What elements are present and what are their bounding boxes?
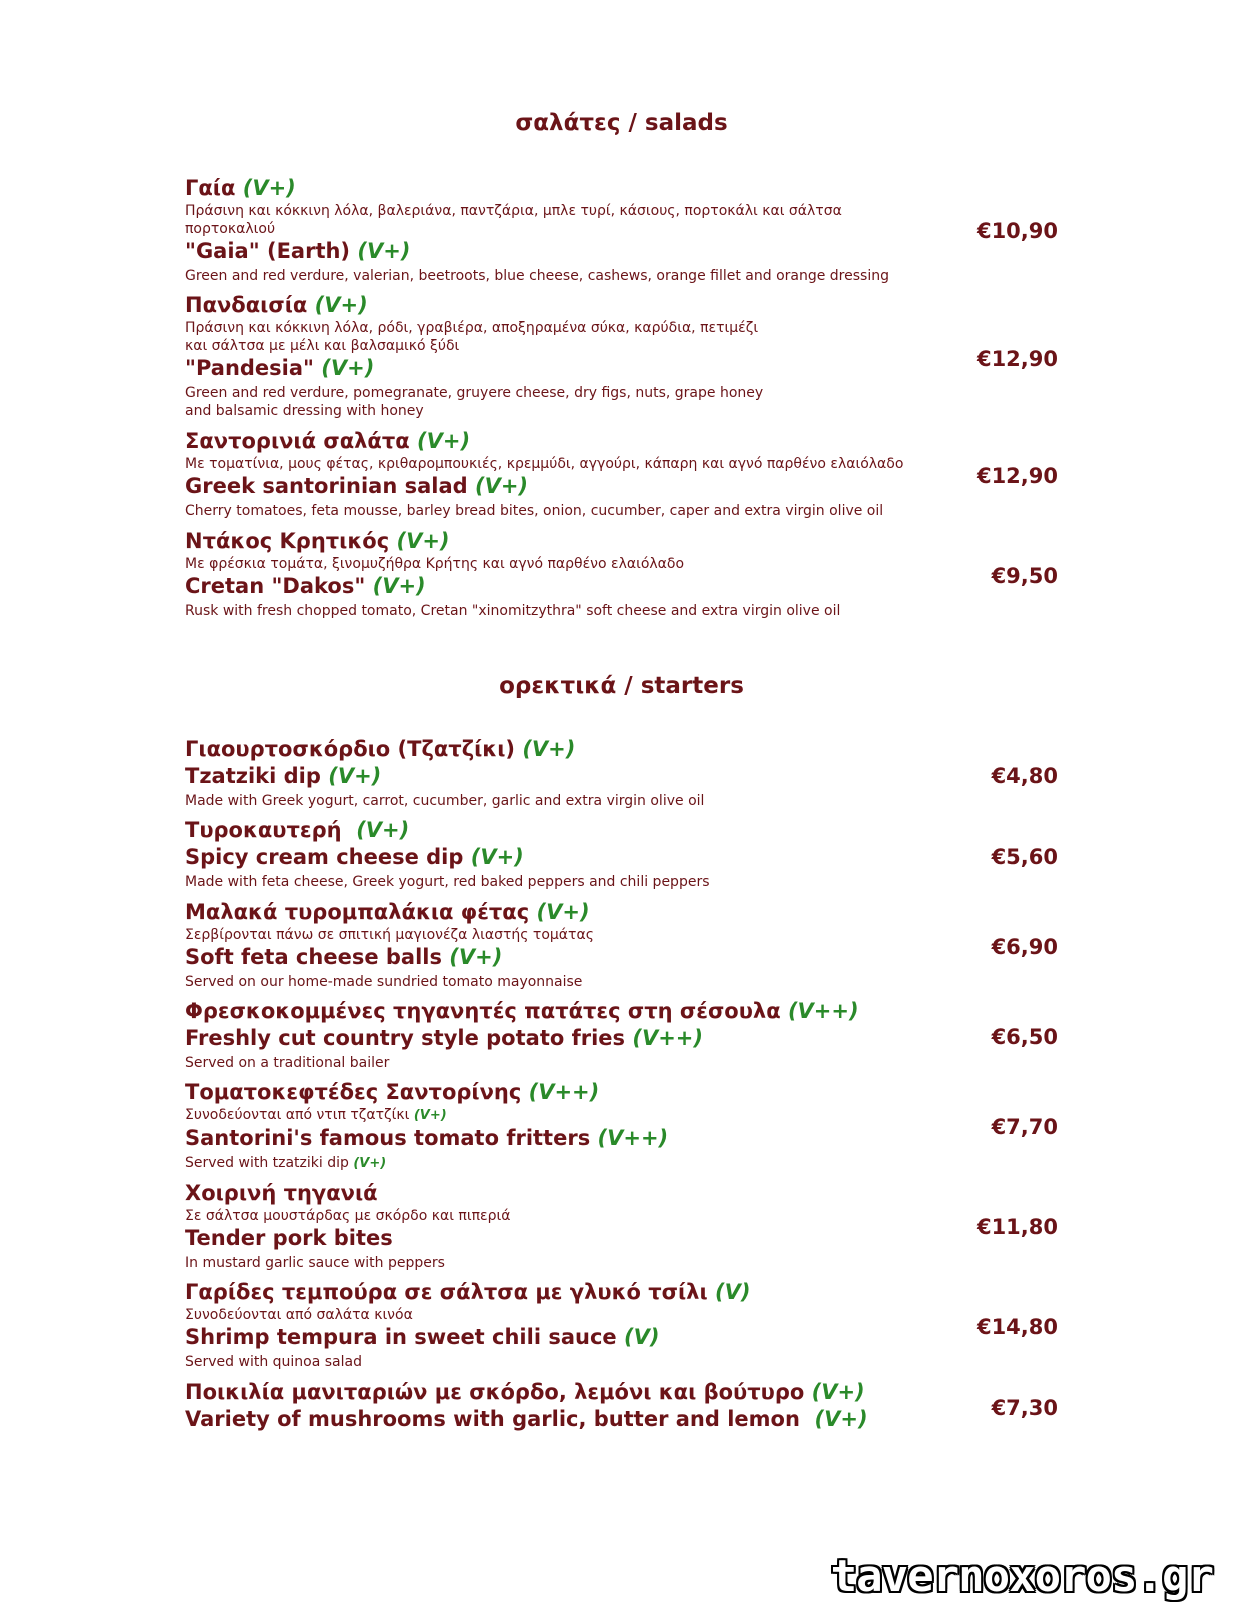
item-english-description: Cherry tomatoes, feta mousse, barley bread bites, onion, cucumber, caper and extra virgin olive oil — [185, 503, 884, 519]
vegetarian-tag: (V++) — [787, 999, 859, 1023]
item-english-name: Soft feta cheese balls (V+) — [185, 945, 503, 969]
item-greek-name: Γαία (V+) — [185, 176, 296, 200]
item-english-description: Made with feta cheese, Greek yogurt, red baked peppers and chili peppers — [185, 874, 710, 890]
item-price: €6,90 — [991, 935, 1058, 959]
item-greek-name: Ποικιλία μανιταριών με σκόρδο, λεμόνι και βούτυρο (V+) — [185, 1380, 865, 1404]
item-price: €12,90 — [976, 464, 1058, 488]
item-english-name: Spicy cream cheese dip (V+) — [185, 845, 524, 869]
vegetarian-tag: (V+) — [413, 1108, 447, 1123]
vegetarian-tag: (V+) — [314, 293, 368, 317]
vegetarian-tag: (V+) — [353, 1156, 387, 1171]
item-english-description: Green and red verdure, pomegranate, gruyere cheese, dry figs, nuts, grape honey and balsamic dressing with honey — [185, 385, 764, 419]
item-english-name: "Gaia" (Earth) (V+) — [185, 239, 411, 263]
item-price: €9,50 — [991, 564, 1058, 588]
item-price: €12,90 — [976, 347, 1058, 371]
vegetarian-tag: (V+) — [372, 574, 426, 598]
item-english-name: Santorini's famous tomato fritters (V++) — [185, 1126, 669, 1150]
item-english-name: Greek santorinian salad (V+) — [185, 474, 529, 498]
item-greek-description: Συνοδεύονται από σαλάτα κινόα — [185, 1307, 413, 1323]
item-english-name: "Pandesia" (V+) — [185, 356, 375, 380]
item-english-description: Rusk with fresh chopped tomato, Cretan "xinomitzythra" soft cheese and extra virgin olive oil — [185, 603, 841, 619]
site-watermark: tavernoxoros.gr — [830, 1551, 1213, 1602]
item-english-description: Served with quinoa salad — [185, 1354, 362, 1370]
item-price: €4,80 — [991, 764, 1058, 788]
item-greek-name: Χοιρινή τηγανιά — [185, 1181, 378, 1205]
item-greek-description: Πράσινη και κόκκινη λόλα, βαλεριάνα, παντζάρια, μπλε τυρί, κάσιους, πορτοκάλι και σάλτσα πορτοκαλιού — [185, 203, 842, 237]
item-greek-name: Γιαουρτοσκόρδιο (Τζατζίκι) (V+) — [185, 737, 576, 761]
item-english-name: Variety of mushrooms with garlic, butter and lemon (V+) — [185, 1407, 868, 1431]
vegetarian-tag: (V+) — [536, 900, 590, 924]
vegetarian-tag: (V+) — [242, 176, 296, 200]
item-greek-description: Με φρέσκια τομάτα, ξινομυζήθρα Κρήτης και αγνό παρθένο ελαιόλαδο — [185, 556, 685, 572]
item-greek-name: Τοματοκεφτέδες Σαντορίνης (V++) — [185, 1080, 600, 1104]
item-english-description: Served on a traditional bailer — [185, 1055, 390, 1071]
vegetarian-tag: (V+) — [474, 474, 529, 498]
item-greek-name: Πανδαισία (V+) — [185, 293, 368, 317]
vegetarian-tag: (V+) — [328, 764, 382, 788]
item-greek-name: Ντάκος Κρητικός (V+) — [185, 529, 450, 553]
item-english-description: In mustard garlic sauce with peppers — [185, 1255, 445, 1271]
vegetarian-tag: (V+) — [356, 818, 410, 842]
item-greek-name: Τυροκαυτερή (V+) — [185, 818, 410, 842]
item-price: €5,60 — [991, 845, 1058, 869]
item-english-description: Made with Greek yogurt, carrot, cucumber, garlic and extra virgin olive oil — [185, 793, 705, 809]
item-greek-description: Συνοδεύονται από ντιπ τζατζίκι (V+) — [185, 1107, 447, 1123]
item-price: €7,70 — [991, 1115, 1058, 1139]
item-english-description: Served on our home-made sundried tomato mayonnaise — [185, 974, 583, 990]
item-greek-description: Σε σάλτσα μουστάρδας με σκόρδο και πιπεριά — [185, 1208, 511, 1224]
item-greek-name: Σαντορινιά σαλάτα (V+) — [185, 429, 471, 453]
item-english-name: Cretan "Dakos" (V+) — [185, 574, 426, 598]
vegetarian-tag: (V++) — [597, 1126, 669, 1150]
item-english-name: Tender pork bites — [185, 1226, 393, 1250]
vegetarian-tag: (V++) — [632, 1026, 703, 1050]
vegetarian-tag: (V) — [623, 1325, 660, 1349]
vegetarian-tag: (V+) — [811, 1380, 865, 1404]
vegetarian-tag: (V++) — [528, 1080, 600, 1104]
item-english-name: Tzatziki dip (V+) — [185, 764, 382, 788]
item-price: €6,50 — [991, 1025, 1058, 1049]
vegetarian-tag: (V+) — [417, 429, 471, 453]
salads-section-title: σαλάτες / salads — [515, 110, 728, 136]
item-greek-name: Γαρίδες τεμπούρα σε σάλτσα με γλυκό τσίλι (V) — [185, 1280, 751, 1304]
vegetarian-tag: (V) — [714, 1280, 751, 1304]
item-price: €11,80 — [976, 1215, 1058, 1239]
item-price: €10,90 — [976, 219, 1058, 243]
vegetarian-tag: (V+) — [321, 356, 375, 380]
item-english-description: Served with tzatziki dip (V+) — [185, 1155, 387, 1171]
item-greek-description: Πράσινη και κόκκινη λόλα, ρόδι, γραβιέρα, αποξηραμένα σύκα, καρύδια, πετιμέζι και σάλτσα με μέλι και βαλσαμικό ξύδι — [185, 320, 759, 354]
vegetarian-tag: (V+) — [357, 239, 411, 263]
item-english-name: Freshly cut country style potato fries (V++) — [185, 1026, 703, 1050]
item-price: €7,30 — [991, 1396, 1058, 1420]
item-price: €14,80 — [976, 1315, 1058, 1339]
vegetarian-tag: (V+) — [449, 945, 503, 969]
item-english-description: Green and red verdure, valerian, beetroots, blue cheese, cashews, orange fillet and orange dressing — [185, 268, 889, 284]
vegetarian-tag: (V+) — [396, 529, 450, 553]
starters-section-title: ορεκτικά / starters — [499, 673, 744, 699]
item-greek-name: Μαλακά τυρομπαλάκια φέτας (V+) — [185, 900, 590, 924]
vegetarian-tag: (V+) — [470, 845, 524, 869]
vegetarian-tag: (V+) — [522, 737, 576, 761]
item-greek-name: Φρεσκοκομμένες τηγανητές πατάτες στη σέσουλα (V++) — [185, 999, 859, 1023]
item-english-name: Shrimp tempura in sweet chili sauce (V) — [185, 1325, 660, 1349]
item-greek-description: Με τοματίνια, μους φέτας, κριθαρομπουκιές, κρεμμύδι, αγγούρι, κάπαρη και αγνό παρθένο ελαιόλαδο — [185, 456, 904, 472]
item-greek-description: Σερβίρονται πάνω σε σπιτική μαγιονέζα λιαστής τομάτας — [185, 927, 594, 943]
vegetarian-tag: (V+) — [814, 1407, 868, 1431]
